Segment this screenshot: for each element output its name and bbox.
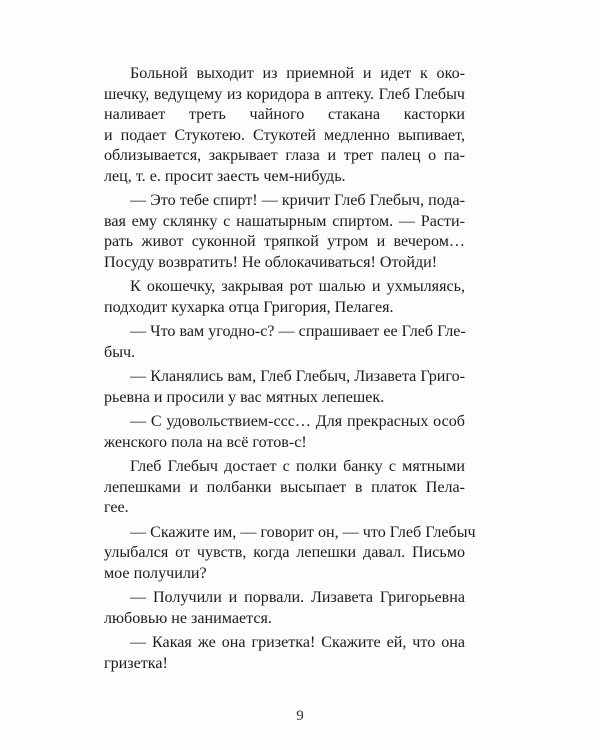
page-number: 9 — [296, 708, 304, 724]
text-line: женского пола на всё готов-с! — [104, 433, 307, 451]
text-line: любовью не занимается. — [104, 609, 272, 627]
text-line: — Это тебе спирт! — кричит Глеб Глебыч, пода- — [130, 192, 465, 209]
paragraph — [104, 523, 476, 585]
text-line: Больной выходит из приемной и идет к око- — [130, 65, 465, 82]
paragraph — [104, 191, 465, 273]
text-line: шечку, ведущему из коридора в аптеку. Глеб Глебыч — [104, 85, 465, 103]
text-line: — С удовольствием-ссс… Для прекрасных особ — [130, 413, 465, 430]
text-line: лец, т. е. просит заесть чем-нибудь. — [104, 167, 346, 185]
text-line: гризетка! — [104, 654, 168, 672]
text-line: гее. — [104, 499, 129, 516]
text-line: Посуду возвратить! Не облокачиваться! Отойди! — [104, 253, 438, 271]
paragraph — [104, 64, 465, 187]
text-line: К окошечку, закрывая рот шалью и ухмыляясь, — [130, 278, 465, 295]
text-line: — Какая же она гризетка! Скажите ей, что она — [130, 634, 465, 651]
paragraph — [104, 588, 465, 629]
page-text — [104, 64, 476, 678]
text-line: улыбался от чувств, когда лепешки давал. Письмо — [104, 544, 465, 561]
text-line: — Скажите им, — говорит он, — что Глеб Глебыч — [130, 523, 476, 541]
text-line: подходит кухарка отца Григория, Пелагея. — [104, 298, 394, 316]
text-line: Глеб Глебыч достает с полки банку с мятными — [130, 458, 465, 475]
text-line: рьевна и просили у вас мятных лепешек. — [104, 388, 385, 406]
paragraph — [104, 322, 465, 363]
text-line: наливает треть чайного стакана касторки — [104, 106, 465, 123]
paragraph — [104, 412, 465, 453]
text-line: — Кланялись вам, Глеб Глебыч, Лизавета Григо- — [130, 368, 465, 385]
text-line: — Что вам угодно-с? — спрашивает ее Глеб Гле- — [130, 323, 466, 340]
text-line: — Получили и порвали. Лизавета Григорьевна — [130, 589, 465, 606]
paragraph — [104, 633, 465, 674]
paragraph — [104, 277, 465, 318]
paragraph — [104, 457, 465, 519]
text-line: и подает Стукотею. Стукотей медленно выпивает, — [104, 126, 465, 144]
paragraph — [104, 367, 465, 408]
text-line: мое получили? — [104, 564, 207, 582]
text-line: облизывается, закрывает глаза и трет палец о па- — [104, 147, 465, 164]
text-line: рать живот суконной тряпкой утром и вечером… — [104, 233, 465, 250]
text-line: вая ему склянку с нашатырным спиртом. — Расти- — [104, 212, 465, 230]
text-line: лепешками и полбанки высыпает в платок Пела- — [104, 478, 465, 496]
text-line: быч. — [104, 343, 136, 361]
